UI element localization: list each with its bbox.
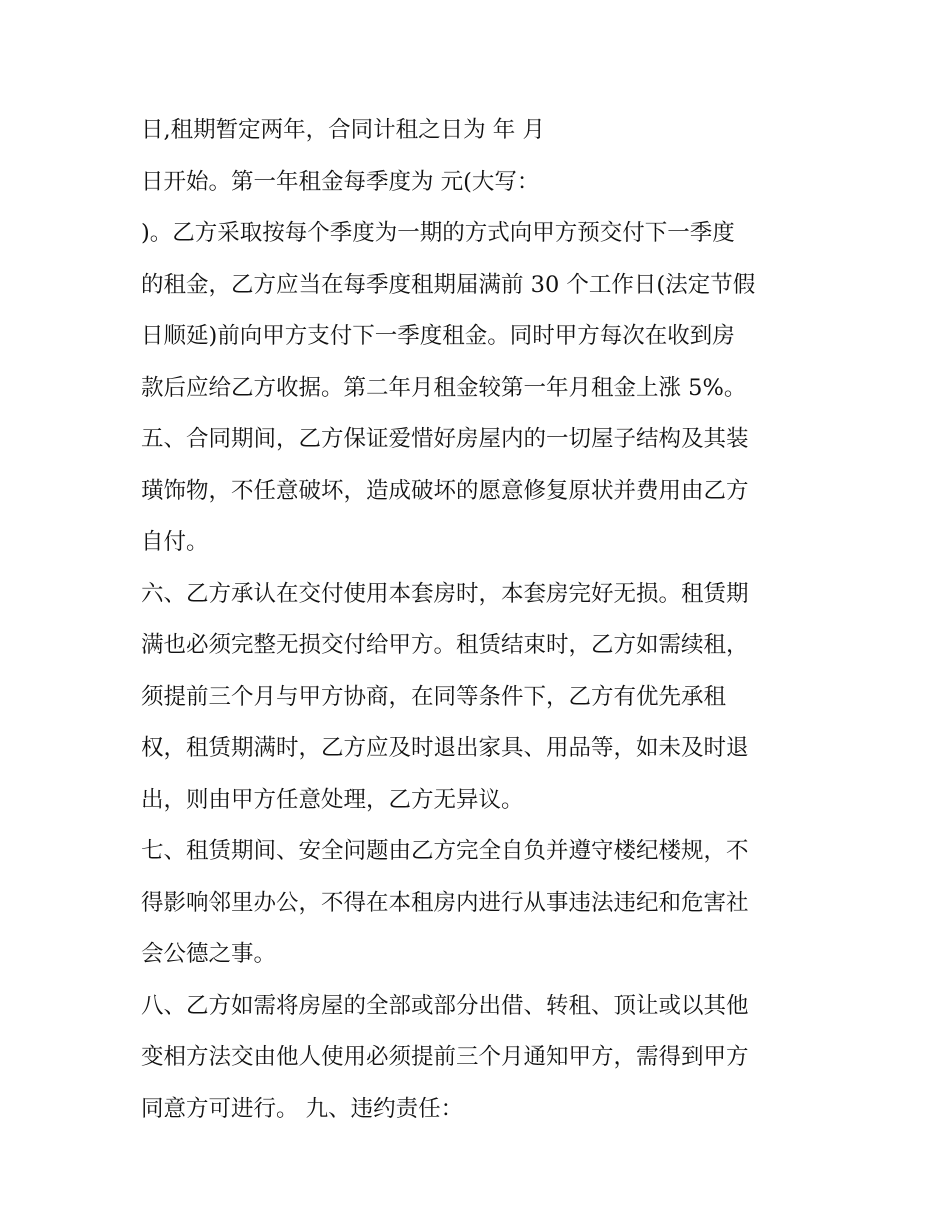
clause-7-line: 七、租赁期间、安全问题由乙方完全自负并遵守楼纪楼规，不 bbox=[141, 838, 749, 864]
clause-6-line: 六、乙方承认在交付使用本套房时，本套房完好无损。租赁期 bbox=[141, 580, 749, 607]
text-line: 会公德之事。 bbox=[141, 941, 277, 967]
text-line: 款后应给乙方收据。第二年月租金较第一年月租金上涨 5%。 bbox=[141, 374, 747, 401]
contract-text bbox=[141, 110, 821, 1140]
text-line: 自付。 bbox=[141, 529, 209, 555]
text-line: 满也必须完整无损交付给甲方。租赁结束时，乙方如需续租， bbox=[141, 632, 749, 658]
text-line: 的租金，乙方应当在每季度租期届满前 30 个工作日(法定节假 bbox=[141, 271, 756, 298]
text-line: 得影响邻里办公，不得在本租房内进行从事违法违纪和危害社 bbox=[141, 889, 749, 916]
text-line: )。乙方采取按每个季度为一期的方式向甲方预交付下一季度 bbox=[141, 220, 735, 246]
text-line: 同意方可进行。 九、违约责任： bbox=[141, 1095, 464, 1122]
clause-8-line: 八、乙方如需将房屋的全部或部分出借、转租、顶让或以其他 bbox=[141, 992, 749, 1019]
text-line: 日开始。第一年租金每季度为 元(大写： bbox=[141, 168, 540, 195]
text-line: 璜饰物，不任意破坏，造成破坏的愿意修复原状并费用由乙方 bbox=[141, 477, 749, 504]
text-line: 出，则由甲方任意处理，乙方无异议。 bbox=[141, 786, 524, 813]
clause-5-line: 五、合同期间，乙方保证爱惜好房屋内的一切屋子结构及其装 bbox=[141, 426, 749, 452]
text-line: 日顺延)前向甲方支付下一季度租金。同时甲方每次在收到房 bbox=[141, 323, 735, 349]
text-line: 变相方法交由他人使用必须提前三个月通知甲方，需得到甲方 bbox=[141, 1044, 749, 1070]
text-line: 权，租赁期满时，乙方应及时退出家具、用品等，如未及时退 bbox=[141, 735, 749, 761]
text-line: 须提前三个月与甲方协商，在同等条件下，乙方有优先承租 bbox=[141, 683, 727, 710]
text-line: 日,租期暂定两年，合同计租之日为 年 月 bbox=[141, 117, 545, 143]
